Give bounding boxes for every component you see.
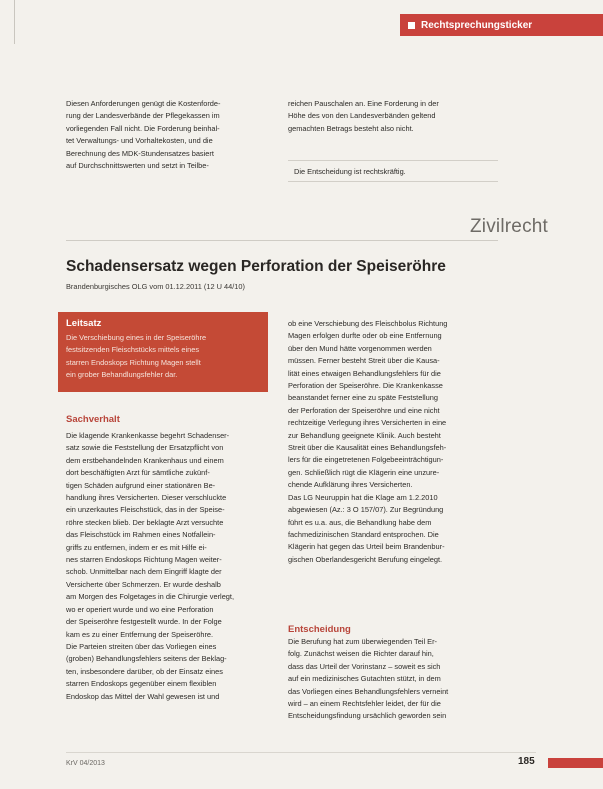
text-line: starren Endoskops gegenüber einem flexiblen [66, 679, 217, 689]
text-line: gemachten Betrags besteht also nicht. [288, 123, 414, 133]
text-line: festsitzenden Fleischstücks mittels eines [66, 345, 200, 355]
text-line: (groben) Behandlungsfehlers seitens der Beklag- [66, 654, 227, 664]
text-line: ein grober Behandlungsfehler dar. [66, 370, 178, 380]
text-line: röhre stecken blieb. Der beklagte Arzt versuchte [66, 517, 224, 527]
text-line: rechtzeitige Verlegung ihres Versicherten in eine [288, 418, 447, 428]
text-line: schob. Unmittelbar nach dem Eingriff klagte der [66, 567, 222, 577]
text-line: gen. Schließlich rügt die Klägerin eine unzure- [288, 467, 440, 477]
leitsatz-box [58, 312, 268, 392]
text-line: folg. Zunächst weisen die Richter darauf hin, [288, 649, 434, 659]
text-line: lität eines etwaigen Behandlungsfehlers für die [288, 368, 441, 378]
sachverhalt-text [66, 430, 278, 703]
text-line: Streit über die Kausalität eines Behandlungsfeh- [288, 443, 447, 453]
entscheidung-heading: Entscheidung [288, 624, 351, 635]
square-icon [408, 22, 415, 29]
text-line: das Fleischstück im Rahmen eines Notfallein- [66, 530, 216, 540]
text-line: Die Parteien streiten über das Vorliegen eines [66, 641, 217, 651]
text-line: dem erstbehandelnden Krankenhaus und einem [66, 455, 224, 465]
text-line: tigen Schäden aufgrund einer stationären Be- [66, 480, 216, 490]
text-line: Magen erfolgen durfte oder ob eine Entfernung [288, 331, 442, 341]
text-line: vorliegenden Fall nicht. Die Forderung beinhal- [66, 123, 220, 133]
text-line: Diesen Anforderungen genügt die Kostenforde- [66, 99, 221, 108]
text-line: tet Verwaltungs- und Vorhaltekosten, und die [66, 136, 213, 146]
text-line: Perforation der Speiseröhre. Die Krankenkasse [288, 381, 443, 391]
text-line: starren Endoskops Richtung Magen stellt [66, 357, 201, 367]
text-line: Die Verschiebung eines in der Speiseröhre [66, 333, 207, 342]
text-line: auf ein medizinisches Gutachten stützt, in dem [288, 674, 441, 684]
text-line: satz sowie die Feststellung der Ersatzpflicht von [66, 443, 224, 453]
text-line: wird – an einem Rechtsfehler leidet, der für die [288, 699, 441, 709]
text-line: lers für die eingetretenen Folgebeeinträchtigun- [288, 455, 444, 465]
footer-accent-bar [548, 758, 603, 768]
corner-divider [0, 0, 15, 44]
text-line: Berechnung des MDK-Stundensatzes basiert [66, 148, 214, 158]
text-line: gischen Oberlandesgericht Berufung eingelegt. [288, 554, 443, 564]
text-line: Endoskop das Mittel der Wahl gewesen ist und [66, 691, 220, 701]
section-title: Zivilrecht [470, 216, 549, 237]
text-line: fachmedizinischen Standard entsprochen. Die [288, 529, 439, 539]
text-line: chende Aufklärung ihres Versicherten. [288, 480, 413, 490]
top-right-column [288, 98, 500, 135]
text-line: führt es u.a. aus, die Behandlung habe dem [288, 517, 432, 527]
text-line: Klägerin hat gegen das Urteil beim Brandenbur- [288, 542, 445, 552]
text-line: Die klagende Krankenkasse begehrt Schadenser- [66, 431, 230, 440]
text-line: nes starren Endoskops Richtung Magen weiter- [66, 555, 222, 565]
text-line: dass das Urteil der Vorinstanz – soweit es sich [288, 661, 441, 671]
journal-issue: KrV 04/2013 [66, 760, 105, 767]
entscheidung-text [288, 636, 500, 723]
text-line: der Perforation der Speiseröhre und eine nicht [288, 405, 440, 415]
text-line: Entscheidungsfindung ursächlich geworden sein [288, 711, 447, 721]
footer-divider [66, 752, 536, 753]
text-line: müssen. Ferner besteht Streit über die Kausa- [288, 356, 440, 366]
text-line: griffs zu entfernen, indem er es mit Hilfe ei- [66, 542, 207, 552]
text-line: abgewiesen (Az.: 3 O 157/07). Zur Begründung [288, 505, 444, 515]
sachverhalt-heading: Sachverhalt [66, 414, 120, 425]
text-line: handlung ihres Versicherten. Dieser verschluckte [66, 493, 227, 503]
leitsatz-heading: Leitsatz [66, 318, 102, 329]
text-line: das Vorliegen eines Behandlungsfehlers verneint [288, 686, 449, 696]
text-line: ten, insbesondere darüber, ob der Einsatz eines [66, 666, 223, 676]
text-line: Das LG Neuruppin hat die Klage am 1.2.2010 [288, 492, 438, 502]
text-line: auf Durchschnittswerten und setzt in Teilbe- [66, 161, 209, 171]
ticker-label: Rechtsprechungsticker [421, 19, 533, 31]
note-box: Die Entscheidung ist rechtskräftig. [288, 160, 498, 182]
text-line: am Morgen des Folgetages in die Chirurgie verlegt, [66, 592, 235, 602]
text-line: Höhe des von den Landesverbänden geltend [288, 111, 436, 121]
page-number: 185 [518, 756, 535, 767]
text-line: beanstandet ferner eine zu späte Feststellung [288, 393, 438, 403]
text-line: Die Berufung hat zum überwiegenden Teil Er- [288, 637, 437, 646]
text-line: über den Mund hätte vorgenommen werden [288, 343, 432, 353]
text-line: zur Behandlung geeignete Klinik. Auch besteht [288, 430, 441, 440]
article-citation: Brandenburgisches OLG vom 01.12.2011 (12 U 44/10) [66, 282, 245, 291]
right-column-text [288, 318, 500, 566]
text-line: reichen Pauschalen an. Eine Forderung in der [288, 99, 439, 108]
text-line: rung der Landesverbände der Pflegekassen im [66, 111, 220, 121]
section-divider [66, 240, 498, 241]
top-left-column [66, 98, 276, 172]
ticker-tab [400, 14, 603, 36]
text-line: ob eine Verschiebung des Fleischbolus Richtung [288, 319, 448, 328]
text-line: der Speiseröhre festgestellt wurde. In der Folge [66, 617, 222, 627]
text-line: ein unzerkautes Fleischstück, das in der Speise- [66, 505, 225, 515]
text-line: kam es zu einer Entfernung der Speiseröhre. [66, 629, 214, 639]
article-title: Schadensersatz wegen Perforation der Speiseröhre [66, 258, 446, 275]
text-line: dort beschäftigten Arzt für sämtliche zukünf- [66, 468, 210, 478]
text-line: wo er operiert wurde und wo eine Perforation [66, 604, 214, 614]
leitsatz-text [66, 332, 260, 382]
text-line: Versicherte über Schmerzen. Er wurde deshalb [66, 579, 221, 589]
